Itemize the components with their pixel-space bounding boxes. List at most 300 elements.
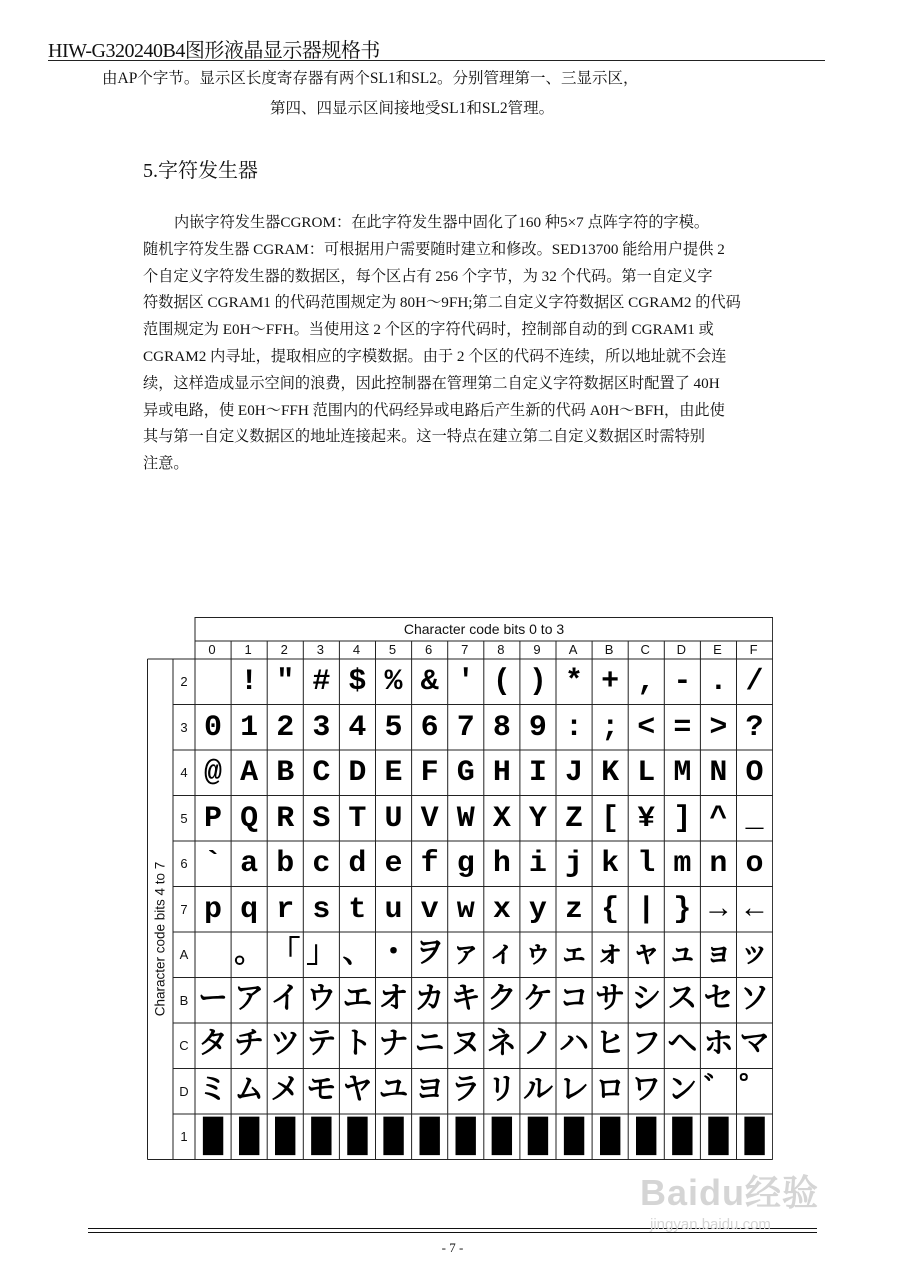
glyph: V xyxy=(420,801,439,836)
glyph-cell xyxy=(303,933,339,978)
column-code-label: C xyxy=(640,642,650,657)
glyph-cell xyxy=(339,751,375,796)
glyph-cell xyxy=(267,660,303,705)
glyph: ル xyxy=(522,1074,553,1109)
glyph: T xyxy=(348,801,367,836)
glyph-cell xyxy=(484,706,520,751)
glyph: K xyxy=(601,756,620,791)
glyph: % xyxy=(384,665,403,700)
glyph: ツ xyxy=(270,1029,301,1064)
glyph-cell xyxy=(195,842,231,887)
column-code-label: D xyxy=(676,642,687,657)
body-line: 注意。 xyxy=(143,455,189,473)
glyph-cell xyxy=(195,888,231,933)
glyph: █ xyxy=(202,1118,224,1157)
glyph-cell xyxy=(412,979,448,1024)
glyph-cell xyxy=(484,888,520,933)
glyph: ' xyxy=(456,665,475,700)
column-code-label: B xyxy=(604,642,614,657)
glyph-cell xyxy=(448,797,484,842)
glyph: Z xyxy=(565,801,584,836)
row-code-label: 7 xyxy=(180,901,188,917)
header-rule xyxy=(48,60,825,61)
glyph-cell xyxy=(448,979,484,1024)
glyph: d xyxy=(348,847,367,882)
character-code-table xyxy=(147,617,773,1160)
glyph: U xyxy=(384,801,403,836)
glyph: A xyxy=(240,756,259,791)
row-code-label: 1 xyxy=(180,1129,188,1144)
glyph-cell xyxy=(737,888,773,933)
glyph: & xyxy=(420,665,439,700)
row-code-label: 4 xyxy=(180,765,188,780)
glyph-cell xyxy=(231,979,267,1024)
glyph-cell xyxy=(231,660,267,705)
glyph-cell xyxy=(664,888,700,933)
glyph: x xyxy=(492,892,511,927)
glyph: u xyxy=(384,892,403,927)
glyph-cell xyxy=(700,1070,736,1115)
glyph-cell xyxy=(376,660,412,705)
glyph: ム xyxy=(234,1074,265,1109)
glyph-cell xyxy=(664,842,700,887)
glyph: B xyxy=(276,756,295,791)
glyph: S xyxy=(312,801,331,836)
column-code-label: E xyxy=(713,642,722,657)
glyph-cell xyxy=(339,979,375,1024)
glyph-cell xyxy=(339,842,375,887)
glyph: チ xyxy=(234,1029,265,1064)
glyph-cell xyxy=(737,1024,773,1069)
glyph-cell xyxy=(628,979,664,1024)
glyph-cell xyxy=(412,751,448,796)
glyph: カ xyxy=(414,983,445,1018)
glyph-cell xyxy=(376,751,412,796)
glyph: i xyxy=(528,847,547,882)
glyph-cell xyxy=(267,888,303,933)
glyph-cell xyxy=(339,1115,375,1160)
glyph: @ xyxy=(204,756,223,791)
glyph-cell xyxy=(556,797,592,842)
glyph-cell xyxy=(448,706,484,751)
glyph-cell xyxy=(628,660,664,705)
column-code-label: 8 xyxy=(497,642,505,657)
row-axis-label: Character code bits 4 to 7 xyxy=(152,861,168,1017)
glyph-cell xyxy=(628,888,664,933)
glyph-cell xyxy=(592,933,628,978)
glyph: [ xyxy=(601,801,620,836)
glyph: 2 xyxy=(276,710,295,745)
glyph-cell xyxy=(737,842,773,887)
glyph-cell xyxy=(195,1115,231,1160)
glyph-cell xyxy=(484,1070,520,1115)
glyph: ュ xyxy=(667,938,698,973)
glyph: 」 xyxy=(306,938,337,973)
glyph: ヤ xyxy=(342,1074,373,1109)
body-line: 范围规定为 E0H～FFH。当使用这 2 个区的字符代码时，控制部自动的到 CGRAM1 或 xyxy=(143,321,714,339)
glyph: 1 xyxy=(240,710,259,745)
glyph-cell xyxy=(700,979,736,1024)
row-code-label: 6 xyxy=(180,856,188,871)
glyph: ミ xyxy=(198,1074,229,1109)
glyph: J xyxy=(565,756,584,791)
glyph-cell xyxy=(520,706,556,751)
glyph: 。 xyxy=(234,938,265,973)
glyph: > xyxy=(709,710,728,745)
glyph: フ xyxy=(631,1029,662,1064)
glyph-cell xyxy=(700,706,736,751)
glyph-cell xyxy=(520,933,556,978)
glyph-cell xyxy=(484,1115,520,1160)
glyph: M xyxy=(673,756,692,791)
glyph-cell xyxy=(592,1024,628,1069)
glyph: k xyxy=(601,847,620,882)
glyph-cell xyxy=(592,888,628,933)
glyph-cell xyxy=(556,706,592,751)
glyph-cell xyxy=(339,888,375,933)
glyph-cell xyxy=(267,1115,303,1160)
glyph: l xyxy=(637,847,656,882)
glyph-cell xyxy=(412,1024,448,1069)
glyph-cell xyxy=(448,660,484,705)
glyph-cell xyxy=(737,1115,773,1160)
glyph-cell xyxy=(664,797,700,842)
intro-line-1: 由AP个字节。显示区长度寄存器有两个SL1和SL2。分别管理第一、三显示区， xyxy=(102,70,639,87)
glyph-cell xyxy=(412,660,448,705)
glyph: ^ xyxy=(709,801,728,836)
row-code-label: 3 xyxy=(180,719,188,735)
glyph: █ xyxy=(311,1118,332,1157)
glyph-cell xyxy=(195,979,231,1024)
glyph-cell xyxy=(664,660,700,705)
glyph: ィ xyxy=(486,938,517,973)
glyph: o xyxy=(745,847,764,882)
glyph: ケ xyxy=(522,983,553,1018)
glyph: キ xyxy=(450,983,481,1018)
glyph: 「 xyxy=(270,938,301,973)
glyph: █ xyxy=(636,1118,657,1157)
glyph-cell xyxy=(700,888,736,933)
glyph-cell xyxy=(700,1115,736,1160)
glyph-cell xyxy=(231,1070,267,1115)
glyph-cell xyxy=(376,1024,412,1069)
glyph: s xyxy=(312,892,331,927)
glyph-cell xyxy=(592,797,628,842)
glyph: ロ xyxy=(595,1074,626,1109)
glyph: P xyxy=(204,801,223,836)
glyph: ソ xyxy=(739,983,770,1018)
glyph: D xyxy=(348,756,367,791)
watermark-url: jingyan.baidu.com xyxy=(650,1216,771,1233)
glyph: . xyxy=(709,665,728,700)
glyph-cell xyxy=(376,933,412,978)
glyph: G xyxy=(456,756,475,791)
glyph-cell xyxy=(303,1070,339,1115)
glyph-cell xyxy=(231,1115,267,1160)
glyph: █ xyxy=(455,1118,476,1157)
glyph-cell xyxy=(448,751,484,796)
glyph: p xyxy=(204,892,223,927)
glyph: r xyxy=(276,892,295,927)
glyph-cell xyxy=(737,797,773,842)
glyph-cell xyxy=(737,706,773,751)
glyph-cell xyxy=(700,842,736,887)
body-line: 符数据区 CGRAM1 的代码范围规定为 80H～9FH;第二自定义字符数据区 CGRAM2 的代码 xyxy=(143,294,741,312)
glyph-cell xyxy=(628,933,664,978)
glyph: } xyxy=(673,892,692,927)
glyph-cell xyxy=(700,751,736,796)
glyph: z xyxy=(565,892,584,927)
glyph-cell xyxy=(520,1024,556,1069)
glyph-cell xyxy=(303,979,339,1024)
glyph: 9 xyxy=(528,710,547,745)
glyph-cell xyxy=(556,888,592,933)
glyph: セ xyxy=(703,983,734,1018)
glyph-cell xyxy=(267,751,303,796)
glyph-cell xyxy=(628,797,664,842)
glyph: ヒ xyxy=(595,1029,626,1064)
glyph: メ xyxy=(270,1074,301,1109)
glyph: 7 xyxy=(456,710,475,745)
glyph: h xyxy=(492,847,511,882)
glyph: ・ xyxy=(378,938,409,973)
glyph-cell xyxy=(628,1070,664,1115)
glyph: # xyxy=(312,665,331,700)
glyph-cell xyxy=(195,751,231,796)
glyph: ョ xyxy=(703,938,734,973)
row-code-label: 5 xyxy=(180,810,188,826)
glyph: ホ xyxy=(703,1029,734,1064)
glyph: w xyxy=(456,892,475,927)
glyph-cell xyxy=(303,660,339,705)
glyph: ` xyxy=(204,847,223,882)
glyph-cell xyxy=(412,842,448,887)
glyph-cell xyxy=(339,1070,375,1115)
glyph: イ xyxy=(270,983,301,1018)
column-code-label: 1 xyxy=(244,642,252,657)
watermark-brand: Baidu经验 xyxy=(640,1172,820,1213)
glyph-cell xyxy=(339,933,375,978)
glyph: 4 xyxy=(348,710,367,745)
glyph-cell xyxy=(303,797,339,842)
glyph-cell xyxy=(592,1070,628,1115)
row-code-label: C xyxy=(179,1038,189,1053)
glyph: モ xyxy=(306,1074,337,1109)
glyph-cell xyxy=(195,797,231,842)
glyph: e xyxy=(384,847,403,882)
glyph: f xyxy=(420,847,439,882)
glyph: ク xyxy=(486,983,517,1018)
glyph: c xyxy=(312,847,331,882)
glyph: コ xyxy=(559,983,590,1018)
glyph-cell xyxy=(737,751,773,796)
glyph-cell xyxy=(556,933,592,978)
glyph-cell xyxy=(412,1070,448,1115)
glyph: t xyxy=(348,892,367,927)
glyph: テ xyxy=(306,1029,337,1064)
glyph: █ xyxy=(672,1118,693,1157)
glyph-cell xyxy=(376,842,412,887)
glyph: ヌ xyxy=(450,1029,481,1064)
glyph-cell xyxy=(484,933,520,978)
glyph-cell xyxy=(231,751,267,796)
glyph: ニ xyxy=(414,1029,445,1064)
glyph: - xyxy=(673,665,692,700)
body-line: 随机字符发生器 CGRAM：可根据用户需要随时建立和修改。SED13700 能给用户提供 2 xyxy=(143,240,725,258)
glyph-cell xyxy=(484,660,520,705)
table-title: Character code bits 0 to 3 xyxy=(403,621,565,637)
glyph: ゥ xyxy=(522,938,553,973)
column-code-label: 2 xyxy=(280,642,288,657)
glyph-cell xyxy=(231,797,267,842)
glyph: a xyxy=(240,847,259,882)
glyph-cell xyxy=(592,979,628,1024)
glyph-cell xyxy=(303,1024,339,1069)
glyph: █ xyxy=(383,1118,404,1157)
glyph-cell xyxy=(231,888,267,933)
glyph-cell xyxy=(376,1115,412,1160)
glyph-cell xyxy=(484,797,520,842)
row-code-label: 2 xyxy=(180,674,188,689)
glyph: / xyxy=(745,665,764,700)
glyph-cell xyxy=(339,797,375,842)
glyph-cell xyxy=(412,797,448,842)
glyph: ワ xyxy=(631,1074,662,1109)
glyph-cell xyxy=(376,888,412,933)
glyph-cell xyxy=(484,1024,520,1069)
column-code-label: 9 xyxy=(533,642,541,657)
body-line: CGRAM2 内寻址，提取相应的字模数据。由于 2 个区的代码不连续，所以地址就不会连 xyxy=(143,347,727,365)
glyph: 8 xyxy=(492,710,511,745)
glyph-cell xyxy=(592,706,628,751)
glyph-cell xyxy=(195,660,231,705)
glyph-cell xyxy=(412,888,448,933)
glyph: F xyxy=(420,756,439,791)
glyph: : xyxy=(565,710,584,745)
glyph-cell xyxy=(520,751,556,796)
glyph: I xyxy=(528,756,547,791)
glyph-cell xyxy=(664,933,700,978)
glyph: | xyxy=(637,892,656,927)
glyph-cell xyxy=(556,1024,592,1069)
column-code-label: A xyxy=(568,642,578,657)
glyph-cell xyxy=(664,751,700,796)
glyph-cell xyxy=(448,933,484,978)
glyph-cell xyxy=(520,888,556,933)
glyph-cell xyxy=(195,706,231,751)
glyph-cell xyxy=(448,842,484,887)
glyph: y xyxy=(528,892,547,927)
glyph-cell xyxy=(267,1024,303,1069)
section-title: 5.字符发生器 xyxy=(143,160,258,182)
glyph: ッ xyxy=(739,938,770,973)
glyph: █ xyxy=(744,1118,765,1157)
glyph: 5 xyxy=(384,710,403,745)
glyph: ヲ xyxy=(414,938,445,973)
glyph-cell xyxy=(267,797,303,842)
glyph-cell xyxy=(231,933,267,978)
glyph-cell xyxy=(520,660,556,705)
glyph-cell xyxy=(376,797,412,842)
glyph: レ xyxy=(559,1074,590,1109)
glyph-cell xyxy=(448,1024,484,1069)
glyph-cell xyxy=(339,706,375,751)
glyph: マ xyxy=(739,1029,770,1064)
glyph: ャ xyxy=(631,938,662,973)
glyph-cell xyxy=(664,1024,700,1069)
glyph: _ xyxy=(745,801,764,836)
glyph: █ xyxy=(419,1118,440,1157)
glyph: オ xyxy=(378,983,409,1018)
glyph: g xyxy=(456,847,475,882)
glyph-cell xyxy=(520,1115,556,1160)
glyph-cell xyxy=(592,1115,628,1160)
glyph-cell xyxy=(520,979,556,1024)
glyph-cell xyxy=(556,979,592,1024)
glyph-cell xyxy=(303,842,339,887)
glyph-cell xyxy=(592,842,628,887)
glyph: █ xyxy=(563,1118,585,1157)
glyph-cell xyxy=(412,1115,448,1160)
glyph: E xyxy=(384,756,403,791)
glyph-cell xyxy=(195,1024,231,1069)
glyph: * xyxy=(565,665,584,700)
glyph: + xyxy=(601,665,620,700)
glyph-cell xyxy=(448,1070,484,1115)
glyph: " xyxy=(276,665,295,700)
glyph: < xyxy=(637,710,656,745)
glyph-cell xyxy=(448,1115,484,1160)
glyph: ( xyxy=(492,665,511,700)
glyph-cell xyxy=(231,706,267,751)
glyph: → xyxy=(709,892,728,927)
glyph: m xyxy=(673,847,692,882)
glyph-cell xyxy=(628,1024,664,1069)
glyph: ← xyxy=(745,892,764,927)
glyph-cell xyxy=(267,1070,303,1115)
glyph: シ xyxy=(631,983,662,1018)
glyph: { xyxy=(601,892,620,927)
glyph-cell xyxy=(628,751,664,796)
glyph-cell xyxy=(628,1115,664,1160)
page-number: - 7 - xyxy=(441,1240,464,1255)
glyph-cell xyxy=(448,888,484,933)
row-code-label: A xyxy=(179,947,189,962)
glyph-cell xyxy=(737,933,773,978)
document-header-title: HIW-G320240B4图形液晶显示器规格书 xyxy=(48,40,380,62)
glyph-cell xyxy=(267,979,303,1024)
glyph-cell xyxy=(628,842,664,887)
glyph-cell xyxy=(376,979,412,1024)
glyph-cell xyxy=(231,842,267,887)
glyph: ) xyxy=(528,665,547,700)
glyph: ¥ xyxy=(637,801,656,836)
glyph-cell xyxy=(303,888,339,933)
glyph: ナ xyxy=(378,1029,409,1064)
glyph-cell xyxy=(556,842,592,887)
glyph: 6 xyxy=(420,710,439,745)
glyph: ゛ xyxy=(703,1074,734,1109)
glyph-cell xyxy=(664,1070,700,1115)
glyph-cell xyxy=(303,706,339,751)
glyph: q xyxy=(240,892,259,927)
glyph: b xyxy=(276,847,295,882)
glyph-cell xyxy=(664,706,700,751)
glyph-cell xyxy=(376,706,412,751)
glyph: C xyxy=(312,756,331,791)
glyph-cell xyxy=(195,933,231,978)
column-code-label: 6 xyxy=(425,642,433,657)
